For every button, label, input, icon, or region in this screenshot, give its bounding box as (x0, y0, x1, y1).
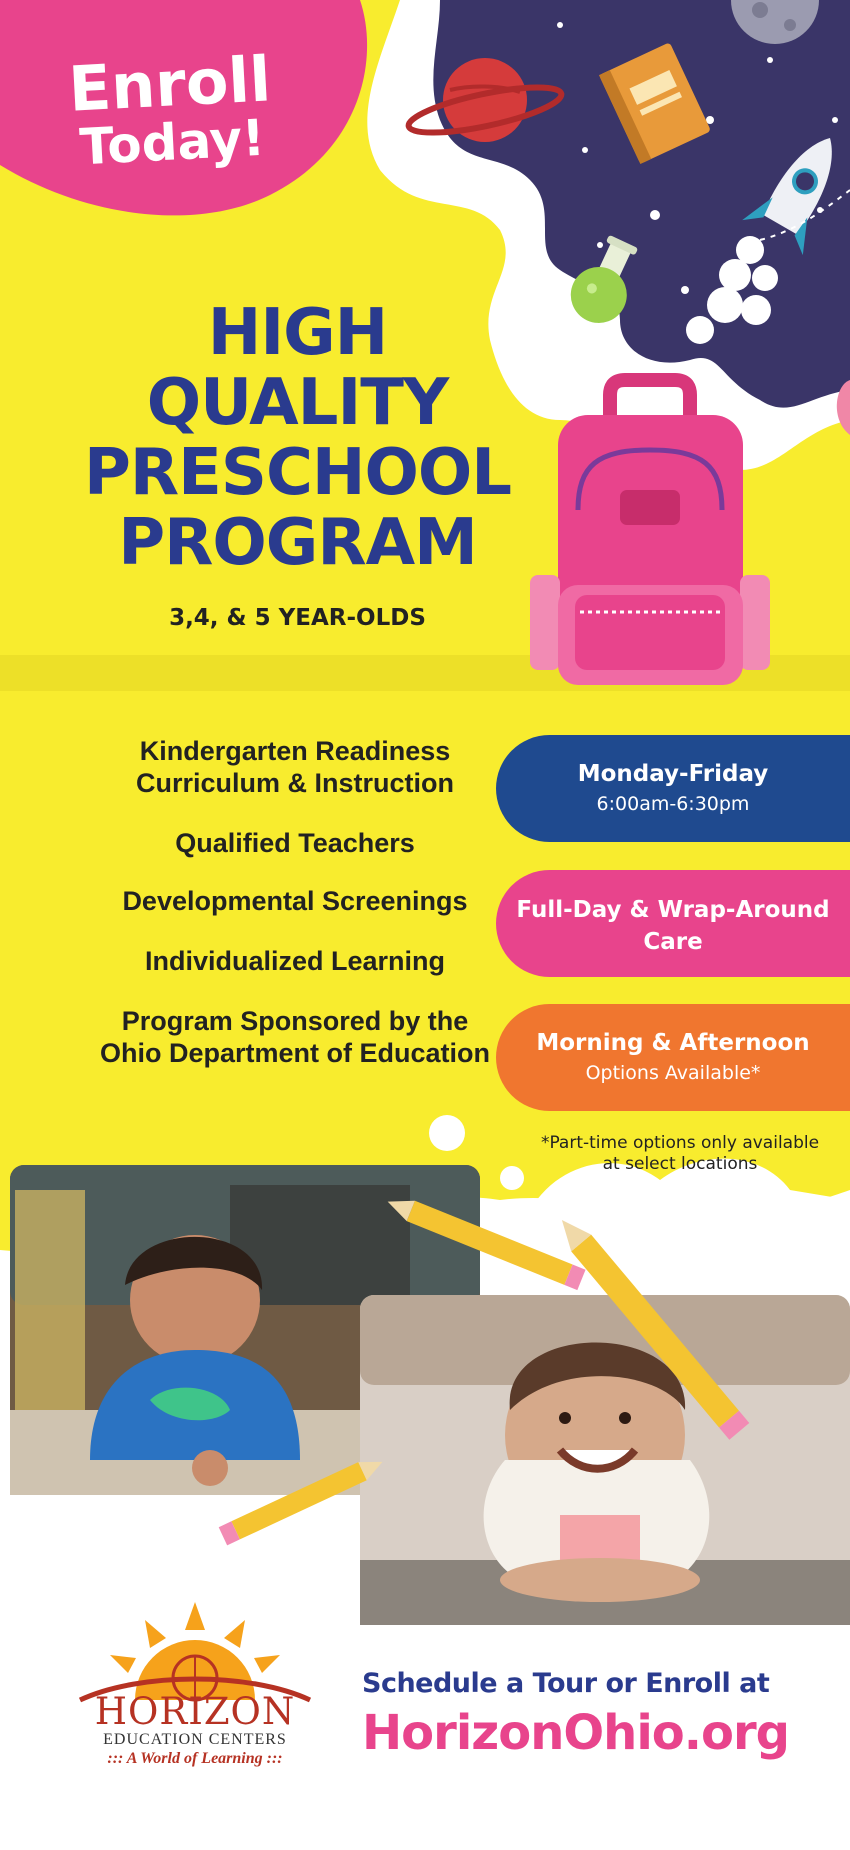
enroll-text: Enroll (66, 42, 273, 126)
hours-pill (496, 735, 850, 842)
bubble (500, 1166, 524, 1190)
hours-title: Monday-Friday (577, 761, 769, 787)
today-text: Today! (78, 108, 267, 177)
options-pill (496, 1004, 850, 1111)
photo-smiling-girl (360, 1295, 850, 1625)
website-link[interactable]: HorizonOhio.org (362, 1705, 790, 1761)
care-title: Full-Day & Wrap-Around Care (516, 897, 830, 955)
horizon-logo (70, 1690, 320, 1768)
care-pill (496, 870, 850, 977)
footnote: *Part-time options only available at select locations (540, 1133, 820, 1174)
age-range: 3,4, & 5 YEAR-OLDS (169, 605, 426, 631)
bubble (538, 1211, 552, 1225)
logo-name: HORIZON (94, 1690, 296, 1733)
title-line: QUALITY (146, 366, 449, 440)
feature-item: Individualized Learning (144, 946, 446, 976)
title-line: PROGRAM (118, 506, 477, 580)
options-subtitle: Options Available* (585, 1062, 761, 1084)
page-title (70, 298, 525, 578)
logo-tagline: ::: A World of Learning ::: (107, 1750, 283, 1767)
call-to-action (362, 1668, 822, 1761)
backpack-icon (530, 380, 770, 685)
feature-item: Qualified Teachers (175, 828, 415, 858)
feature-item: Kindergarten Readiness Curriculum & Instruction (135, 736, 454, 798)
enroll-today-banner (66, 42, 333, 177)
cta-text: Schedule a Tour or Enroll at (362, 1668, 770, 1699)
bubble (429, 1115, 465, 1151)
options-title: Morning & Afternoon (536, 1030, 810, 1056)
logo-subtitle: EDUCATION CENTERS (103, 1731, 287, 1748)
feature-item: Program Sponsored by the Ohio Department of Education (99, 1006, 490, 1068)
feature-item: Developmental Screenings (122, 886, 468, 916)
feature-list (95, 735, 495, 1097)
title-line: PRESCHOOL (83, 436, 512, 510)
hours-subtitle: 6:00am-6:30pm (596, 793, 750, 815)
title-line: HIGH (207, 296, 388, 370)
